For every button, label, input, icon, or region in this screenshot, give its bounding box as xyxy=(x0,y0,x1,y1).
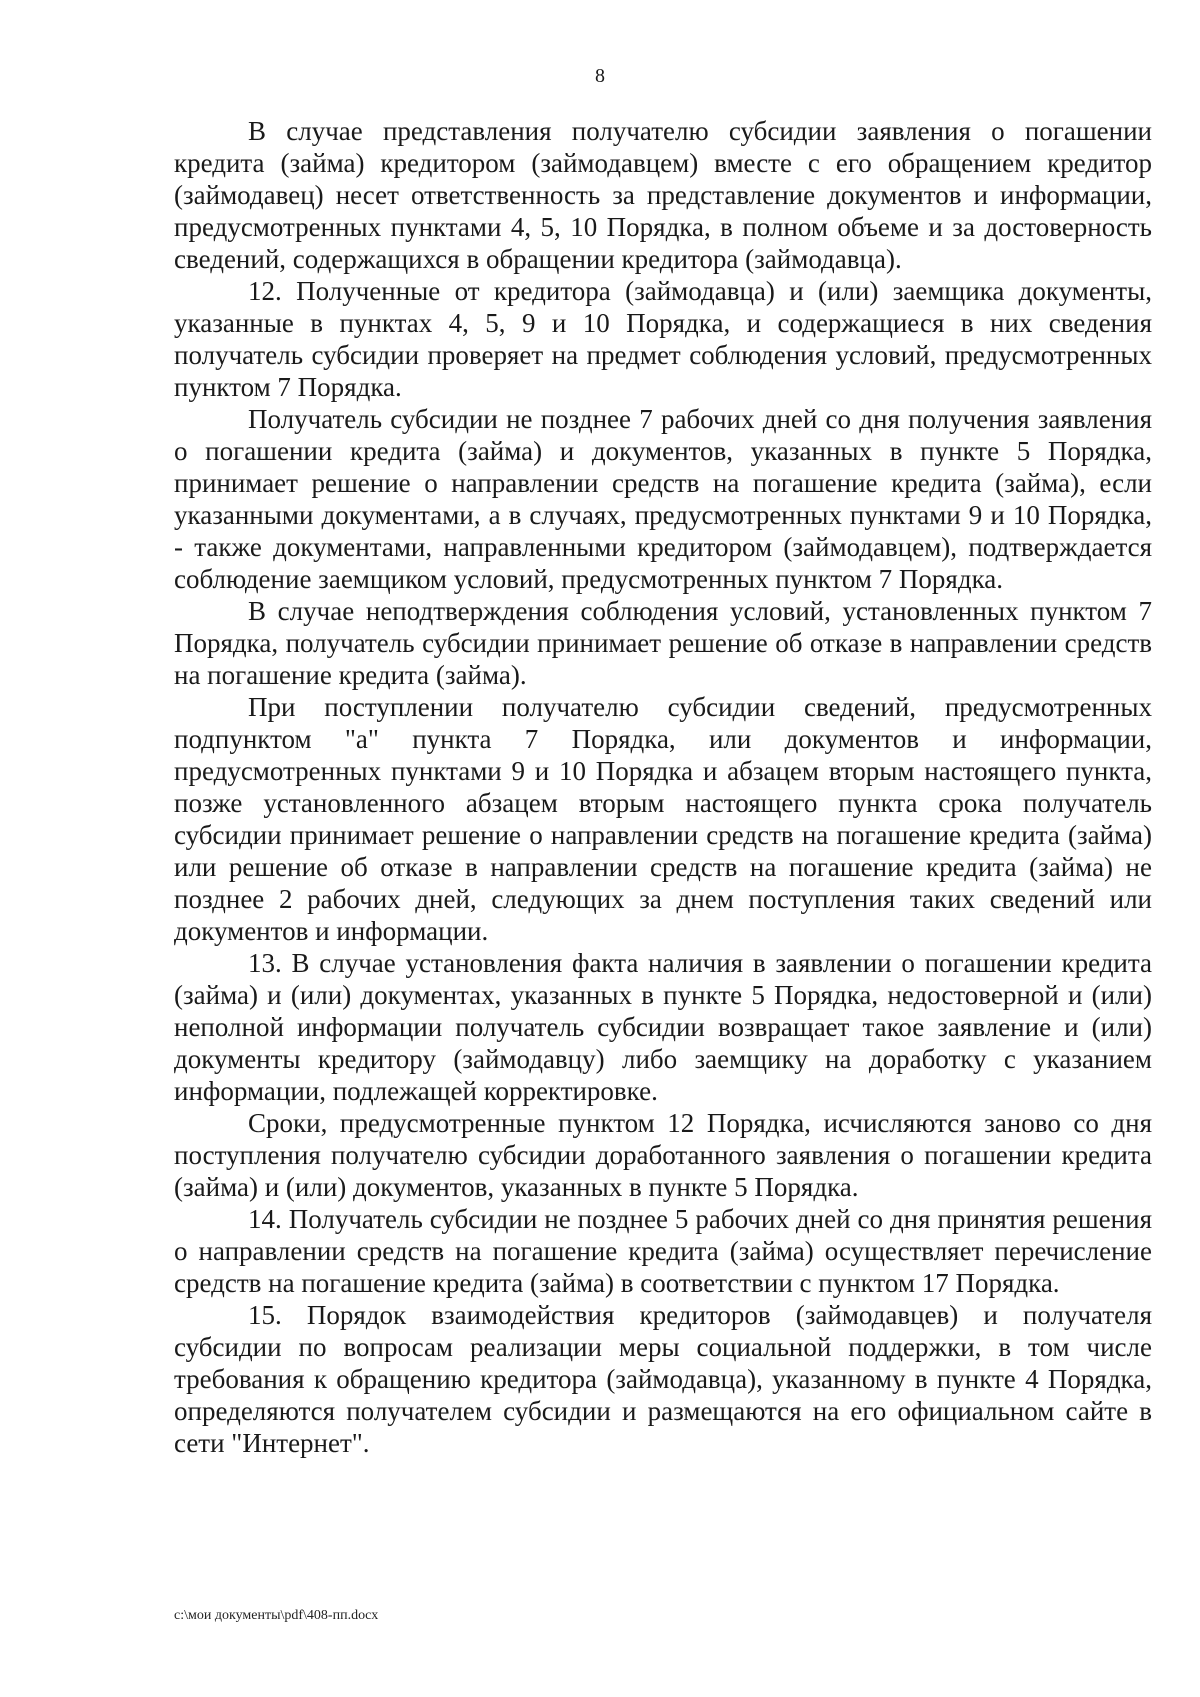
paragraph-item-12: 12. Полученные от кредитора (займодавца) и (или) заемщика документы, указанные в пунктах 4, 5, 9 и 10 Порядка, и содержащиеся в них сведения получатель субсидии проверяет на предмет соблюдения условий, предусмотренных пунктом 7 Порядка. xyxy=(174,276,1152,402)
paragraph-item-14: 14. Получатель субсидии не позднее 5 рабочих дней со дня принятия решения о направлении средств на погашение кредита (займа) осуществляет перечисление средств на погашение кредита (займа) в соответствии с пунктом 17 Порядка. xyxy=(174,1204,1152,1298)
document-body xyxy=(174,115,1152,1459)
footer-file-path: c:\мои документы\pdf\408-пп.docx xyxy=(174,1608,379,1623)
paragraph-item-15: 15. Порядок взаимодействия кредиторов (займодавцев) и получателя субсидии по вопросам реализации меры социальной поддержки, в том числе требования к обращению кредитора (займодавца), указанному в пункте 4 Порядка, определяются получателем субсидии и размещаются на его официальном сайте в сети "Интернет". xyxy=(174,1300,1152,1458)
paragraph-creditor-responsibility: В случае представления получателю субсидии заявления о погашении кредита (займа) кредитором (займодавцем) вместе с его обращением кредитор (займодавец) несет ответственность за представление документов и информации, предусмотренных пунктами 4, 5, 10 Порядка, в полном объеме и за достоверность сведений, содержащихся в обращении кредитора (займодавца). xyxy=(174,116,1152,274)
paragraph-item-13: 13. В случае установления факта наличия в заявлении о погашении кредита (займа) и (или) документах, указанных в пункте 5 Порядка, недостоверной и (или) неполной информации получатель субсидии возвращает такое заявление и (или) документы кредитору (займодавцу) либо заемщику на доработку с указанием информации, подлежащей корректировке. xyxy=(174,948,1152,1106)
page-number: 8 xyxy=(595,65,605,87)
paragraph-deadlines-restart: Сроки, предусмотренные пунктом 12 Порядка, исчисляются заново со дня поступления получателю субсидии доработанного заявления о погашении кредита (займа) и (или) документов, указанных в пункте 5 Порядка. xyxy=(174,1108,1152,1202)
paragraph-refusal: В случае неподтверждения соблюдения условий, установленных пунктом 7 Порядка, получатель субсидии принимает решение об отказе в направлении средств на погашение кредита (займа). xyxy=(174,596,1152,690)
paragraph-late-submission: При поступлении получателю субсидии сведений, предусмотренных подпунктом "а" пункта 7 Порядка, или документов и информации, предусмотренных пунктами 9 и 10 Порядка и абзацем вторым настоящего пункта, позже установленного абзацем вторым настоящего пункта срока получатель субсидии принимает решение о направлении средств на погашение кредита (займа) или решение об отказе в направлении средств на погашение кредита (займа) не позднее 2 рабочих дней, следующих за днем поступления таких сведений или документов и информации. xyxy=(174,692,1152,946)
paragraph-decision-7-days: Получатель субсидии не позднее 7 рабочих дней со дня получения заявления о погашении кредита (займа) и документов, указанных в пункте 5 Порядка, принимает решение о направлении средств на погашение кредита (займа), если указанными документами, а в случаях, предусмотренных пунктами 9 и 10 Порядка, - также документами, направленными кредитором (займодавцем), подтверждается соблюдение заемщиком условий, предусмотренных пунктом 7 Порядка. xyxy=(174,404,1152,594)
